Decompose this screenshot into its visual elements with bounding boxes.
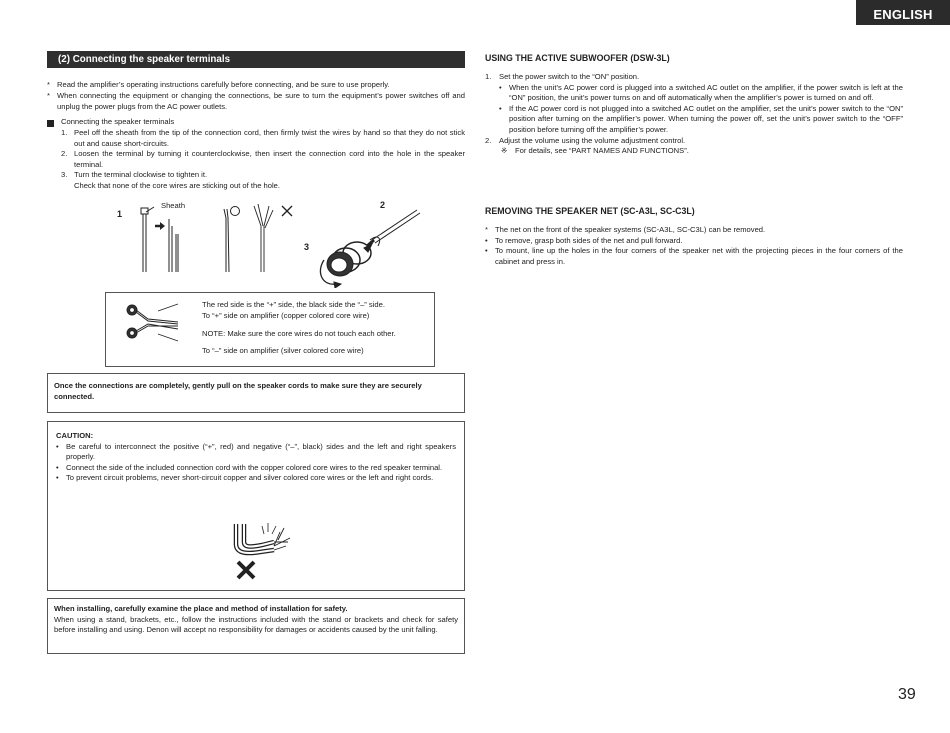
sub-step1-bullets xyxy=(499,83,903,136)
cord-frayed-ng-icon xyxy=(254,204,292,272)
step-text: Loosen the terminal by turning it counterclockwise, then insert the connection cord into the hole in the speaker terminal. xyxy=(74,149,465,169)
figure-label-1: 1 xyxy=(117,209,123,219)
net-item: • To mount, line up the holes in the four corners of the speaker net with the projecting pieces in the four corners of the cabinet and press in. xyxy=(485,246,903,266)
caution-item: • To prevent circuit problems, never short-circuit copper and silver colored core wires or the left and right cords. xyxy=(56,473,434,483)
note-item xyxy=(47,80,465,91)
note-item xyxy=(47,91,465,112)
step-check-text: Check that none of the core wires are sticking out of the hole. xyxy=(74,180,280,190)
figure-label-3: 3 xyxy=(304,242,310,252)
caution-item: • Connect the side of the included connection cord with the copper colored core wires to the red speaker terminal. xyxy=(56,462,443,472)
note-text: When connecting the equipment or changing the connections, be sure to turn the equipment’s power switches off and unplug the power plugs from the AC power outlets. xyxy=(57,91,465,111)
sub-step-item xyxy=(485,72,903,83)
install-title: When installing, carefully examine the place and method of installation for safety. xyxy=(54,604,348,613)
cord-twisted-ok-icon xyxy=(224,207,240,273)
note-mark: * xyxy=(47,91,50,100)
polarity-line-4: To “–” side on amplifier (silver colored core wire) xyxy=(202,346,364,355)
step-text: Peel off the sheath from the tip of the connection cord, then firmly twist the wires by hand so that they do not stick out and cause short-circuits. xyxy=(74,128,465,148)
step-item xyxy=(61,170,465,181)
square-bullet-icon xyxy=(47,120,54,127)
step-number: 1. xyxy=(61,128,68,137)
page-number: 39 xyxy=(898,686,916,703)
sub-bullet-item: • When the unit’s AC power cord is plugged into a switched AC outlet on the amplifier, if the power switch is left at the “ON” position, the unit’s power turns on and off automatically when the amplifier’s power is turned on and off. xyxy=(499,82,903,103)
speaker-net-list xyxy=(485,225,903,267)
reference-mark-icon: ※ xyxy=(501,146,508,156)
step-text: Adjust the volume using the volume adjustment control. xyxy=(499,135,686,145)
step-number: 3. xyxy=(61,170,68,180)
net-item: • To remove, grasp both sides of the net and pull forward. xyxy=(485,235,683,245)
net-item: * The net on the front of the speaker systems (SC-A3L, SC-C3L) can be removed. xyxy=(485,225,766,234)
subwoofer-heading: USING THE ACTIVE SUBWOOFER (DSW-3L) xyxy=(485,53,670,63)
cord-stripped-icon xyxy=(169,219,178,272)
figure-label-2: 2 xyxy=(380,200,386,210)
note-text: Read the amplifier’s operating instructions carefully before connecting, and be sure to use properly. xyxy=(57,80,390,89)
polarity-note: NOTE: Make sure the core wires do not touch each other. xyxy=(202,329,396,338)
pull-notice-box xyxy=(47,373,465,413)
step-number: 2. xyxy=(485,135,492,145)
sheath-label: Sheath xyxy=(161,201,186,210)
sub-step-ref xyxy=(485,146,903,157)
install-box xyxy=(47,598,465,654)
polarity-box xyxy=(105,292,435,367)
arrow-right-icon xyxy=(155,222,165,230)
wiring-figure xyxy=(110,196,430,288)
caution-item: • Be careful to interconnect the positive (“+”, red) and negative (“–”, black) sides and the left and right speakers properly. xyxy=(56,441,456,462)
polarity-line-1: The red side is the “+” side, the black side the “–” side. xyxy=(202,300,385,309)
caution-list xyxy=(56,442,456,484)
sub-step-item xyxy=(485,136,903,147)
step-item xyxy=(61,128,465,149)
caution-box xyxy=(47,421,465,591)
cord-sheath-icon xyxy=(141,207,154,272)
step-number: 1. xyxy=(485,72,492,81)
section-title: (2) Connecting the speaker terminals xyxy=(47,51,465,68)
procedure-title: Connecting the speaker terminals xyxy=(61,117,175,126)
pull-notice-text: Once the connections are completely, gently pull on the speaker cords to make sure they are securely connected. xyxy=(54,381,422,401)
speaker-terminal-icon xyxy=(320,210,420,288)
speaker-net-heading: REMOVING THE SPEAKER NET (SC-A3L, SC-C3L) xyxy=(485,206,695,216)
caution-title: CAUTION: xyxy=(56,431,94,440)
note-mark: * xyxy=(47,80,50,89)
step-item xyxy=(61,149,465,170)
step-text: Set the power switch to the “ON” position. xyxy=(499,72,640,81)
short-circuit-ng-icon xyxy=(228,520,300,582)
step-list xyxy=(61,128,465,192)
language-tab: ENGLISH xyxy=(856,0,950,25)
install-body: When using a stand, brackets, etc., follow the instructions included with the stand or brackets and check for safety before installing and using. Denon will accept no responsibility for damages or accidents caused by the unit falling. xyxy=(54,614,458,635)
subwoofer-steps xyxy=(485,72,903,157)
ref-text: For details, see “PART NAMES AND FUNCTIONS”. xyxy=(515,146,689,156)
polarity-line-2: To “+” side on amplifier (copper colored core wire) xyxy=(202,311,370,320)
step-text: Turn the terminal clockwise to tighten it. xyxy=(74,170,208,180)
step-check xyxy=(61,181,465,192)
step-number: 2. xyxy=(61,149,68,159)
sub-bullet-item: • If the AC power cord is not plugged into a switched AC outlet on the amplifier, set the unit’s power switch to the “ON” position after turning on the amplifier’s power. When turning the power off, set the unit’s power switch to the “OFF” position before turning off the amplifier’s power. xyxy=(499,103,903,134)
terminal-pair-icon xyxy=(124,302,184,342)
